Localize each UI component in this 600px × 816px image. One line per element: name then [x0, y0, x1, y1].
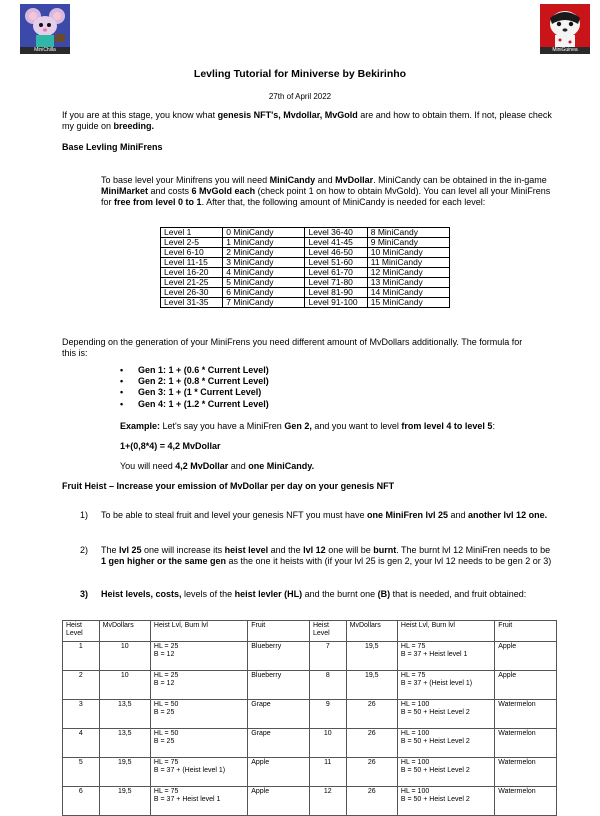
table-cell: 4 — [63, 729, 100, 758]
table-cell: 4 MiniCandy — [223, 268, 305, 278]
table-cell: 6 MiniCandy — [223, 288, 305, 298]
example-t2: and you want to level — [311, 421, 402, 431]
column-header: Fruit — [495, 621, 557, 642]
example-t3: : — [492, 421, 495, 431]
heist-levels-table — [62, 620, 557, 816]
gen-formula-item: • Gen 1: 1 + (0.6 * Current Level) — [120, 365, 269, 376]
table-row — [161, 268, 450, 278]
base-b4: 6 MvGold each — [191, 186, 256, 196]
table-cell: 12 — [309, 787, 346, 816]
table-cell: 19,5 — [99, 758, 150, 787]
point-2 — [101, 545, 557, 567]
table-cell: Level 21-25 — [161, 278, 223, 288]
table-cell: Level 16-20 — [161, 268, 223, 278]
miniguinea-logo — [540, 4, 590, 54]
table-cell: 2 — [63, 671, 100, 700]
table-row — [161, 278, 450, 288]
table-cell: 10 MiniCandy — [367, 248, 449, 258]
p2-b5: 1 gen higher or the same gen — [101, 556, 227, 566]
table-cell: 8 MiniCandy — [367, 228, 449, 238]
example-b3: from level 4 to level 5 — [401, 421, 493, 431]
table-cell: 5 MiniCandy — [223, 278, 305, 288]
p2-b2: heist level — [224, 545, 269, 555]
table-row — [63, 700, 557, 729]
table-cell: 26 — [346, 758, 397, 787]
table-cell: HL = 100 B = 50 + Heist Level 2 — [397, 787, 494, 816]
table-row — [161, 238, 450, 248]
table-row — [161, 228, 450, 238]
p1-t2: and — [448, 510, 469, 520]
table-cell: HL = 25 B = 12 — [150, 671, 247, 700]
p3-t3: that is needed, and fruit obtained: — [390, 589, 527, 599]
table-cell: 12 MiniCandy — [367, 268, 449, 278]
table-cell: Grape — [248, 700, 310, 729]
date: 27th of April 2022 — [268, 92, 332, 101]
p2-t4: one will be — [325, 545, 374, 555]
base-b3: MiniMarket — [101, 186, 149, 196]
table-cell: Level 1 — [161, 228, 223, 238]
minichilla-mouse-icon — [20, 4, 70, 47]
base-t5: (check point 1 on how to obtain MvGold). You can level all your MiniFrens for — [101, 186, 551, 207]
intro-text-2: are and how to obtain them. If not, please check my guide on — [62, 110, 552, 131]
table-cell: Watermelon — [495, 787, 557, 816]
p3-b1: Heist levels, costs, — [101, 589, 182, 599]
table-cell: HL = 75 B = 37 + (Heist level 1) — [397, 671, 494, 700]
table-cell: Level 61-70 — [305, 268, 367, 278]
p1-b2: another lvl 12 one. — [468, 510, 548, 520]
example-t1: Let's say you have a MiniFren — [160, 421, 285, 431]
table-cell: 3 MiniCandy — [223, 258, 305, 268]
gen-formula-item: • Gen 3: 1 + (1 * Current Level) — [120, 387, 269, 398]
p1-t1: To be able to steal fruit and level your genesis NFT you must have — [101, 510, 367, 520]
right-logo-caption: MiniGuinea — [540, 47, 590, 54]
minicandy-level-table — [160, 227, 450, 308]
table-cell: HL = 100 B = 50 + Heist Level 2 — [397, 700, 494, 729]
table-cell: 9 MiniCandy — [367, 238, 449, 248]
section1-heading: Base Levling MiniFrens — [62, 142, 163, 152]
table-cell: HL = 100 B = 50 + Heist Level 2 — [397, 729, 494, 758]
table-cell: Grape — [248, 729, 310, 758]
example-paragraph — [120, 421, 560, 432]
p3-b3: (B) — [377, 589, 391, 599]
table-row — [161, 258, 450, 268]
table-cell: Level 6-10 — [161, 248, 223, 258]
p1-b1: one MiniFren lvl 25 — [366, 510, 449, 520]
base-t6: . After that, the following amount of MiniCandy is needed for each level: — [201, 197, 486, 207]
p2-b3: lvl 12 — [303, 545, 326, 555]
table-cell: 10 — [99, 671, 150, 700]
table-row — [63, 729, 557, 758]
table-header-row — [63, 621, 557, 642]
example-b1: Example: — [120, 421, 161, 431]
table-cell: 13,5 — [99, 729, 150, 758]
table-cell: Level 91-100 — [305, 298, 367, 308]
p2-t6: as the one it heists with (if your lvl 25 is gen 2, your lvl 12 needs to be gen 2 or 3) — [226, 556, 552, 566]
p2-t3: and the — [268, 545, 304, 555]
table-cell: HL = 75 B = 37 + Heist level 1 — [150, 787, 247, 816]
gen-formula-item: • Gen 2: 1 + (0.8 * Current Level) — [120, 376, 269, 387]
p3-t1: levels of the — [181, 589, 235, 599]
result-b1: 4,2 MvDollar — [175, 461, 229, 471]
gen-formula-list — [120, 365, 269, 410]
table-row — [63, 787, 557, 816]
p2-t1: The — [101, 545, 120, 555]
result-t2: and — [228, 461, 249, 471]
table-cell: 14 MiniCandy — [367, 288, 449, 298]
table-cell: Level 11-15 — [161, 258, 223, 268]
table-cell: Apple — [495, 642, 557, 671]
table-cell: 2 MiniCandy — [223, 248, 305, 258]
table-cell: 9 — [309, 700, 346, 729]
table-cell: 11 — [309, 758, 346, 787]
table-cell: 11 MiniCandy — [367, 258, 449, 268]
base-b2: MvDollar — [335, 175, 374, 185]
table-row — [161, 288, 450, 298]
table-cell: 10 — [309, 729, 346, 758]
table-cell: 8 — [309, 671, 346, 700]
p3-t2: and the burnt one — [302, 589, 378, 599]
base-paragraph — [101, 175, 557, 208]
base-b5: free from level 0 to 1 — [114, 197, 202, 207]
table-cell: Watermelon — [495, 700, 557, 729]
table-cell: Level 51-60 — [305, 258, 367, 268]
table-cell: 7 MiniCandy — [223, 298, 305, 308]
p3-b2: heist levler (HL) — [234, 589, 303, 599]
table-cell: 19,5 — [99, 787, 150, 816]
point-3 — [101, 589, 557, 600]
p2-b4: burnt — [373, 545, 397, 555]
table-cell: HL = 75 B = 37 + (Heist level 1) — [150, 758, 247, 787]
table-cell: HL = 50 B = 25 — [150, 700, 247, 729]
table-cell: Apple — [248, 758, 310, 787]
table-cell: 10 — [99, 642, 150, 671]
table-row — [63, 758, 557, 787]
p2-t5: . The burnt lvl 12 MiniFren needs to be — [396, 545, 551, 555]
base-t1: To base level your Minifrens you will need — [101, 175, 270, 185]
section2-heading: Fruit Heist – Increase your emission of MvDollar per day on your genesis NFT — [62, 481, 395, 491]
table-cell: Level 36-40 — [305, 228, 367, 238]
point-2-number: 2) — [80, 545, 89, 555]
table-cell: Level 2-5 — [161, 238, 223, 248]
table-cell: 26 — [346, 700, 397, 729]
table-cell: Blueberry — [248, 671, 310, 700]
example-b2: Gen 2, — [284, 421, 312, 431]
result-paragraph — [120, 461, 314, 472]
table-cell: 3 — [63, 700, 100, 729]
table-cell: Apple — [495, 671, 557, 700]
table-row — [63, 642, 557, 671]
column-header: Heist Lvl, Burn lvl — [397, 621, 494, 642]
base-t3: . MiniCandy can be obtained in the in-game — [373, 175, 547, 185]
gen-paragraph: Depending on the generation of your MiniFrens you need different amount of MvDollars additionally. The formula for this is: — [62, 337, 523, 358]
column-header: Heist Level — [63, 621, 100, 642]
table-cell: HL = 100 B = 50 + Heist Level 2 — [397, 758, 494, 787]
base-t2: and — [315, 175, 336, 185]
table-row — [161, 248, 450, 258]
table-cell: Watermelon — [495, 758, 557, 787]
intro-text-1: If you are at this stage, you know what — [62, 110, 218, 120]
table-cell: HL = 25 B = 12 — [150, 642, 247, 671]
intro-paragraph — [62, 110, 557, 132]
base-b1: MiniCandy — [269, 175, 316, 185]
intro-bold-2: breeding. — [113, 121, 155, 131]
table-cell: 13,5 — [99, 700, 150, 729]
column-header: MvDollars — [99, 621, 150, 642]
p2-t2: one will increase its — [141, 545, 225, 555]
table-cell: 1 MiniCandy — [223, 238, 305, 248]
page-title: Levling Tutorial for Miniverse by Bekirinho — [193, 68, 407, 80]
table-cell: 0 MiniCandy — [223, 228, 305, 238]
table-cell: 19,5 — [346, 671, 397, 700]
table-cell: Level 71-80 — [305, 278, 367, 288]
table-cell: 19,5 — [346, 642, 397, 671]
table-cell: HL = 50 B = 25 — [150, 729, 247, 758]
table-cell: 7 — [309, 642, 346, 671]
minichilla-logo — [20, 4, 70, 54]
table-cell: Watermelon — [495, 729, 557, 758]
table-cell: 15 MiniCandy — [367, 298, 449, 308]
point-1 — [101, 510, 557, 521]
table-cell: 26 — [346, 787, 397, 816]
base-t4: and costs — [148, 186, 192, 196]
table-cell: Level 41-45 — [305, 238, 367, 248]
point-1-number: 1) — [80, 510, 89, 520]
table-cell: Blueberry — [248, 642, 310, 671]
table-cell: HL = 75 B = 37 + Heist level 1 — [397, 642, 494, 671]
table-cell: Level 46-50 — [305, 248, 367, 258]
gen-formula-item: • Gen 4: 1 + (1.2 * Current Level) — [120, 399, 269, 410]
table-row — [161, 298, 450, 308]
column-header: Heist Lvl, Burn lvl — [150, 621, 247, 642]
table-row — [63, 671, 557, 700]
table-cell: 26 — [346, 729, 397, 758]
formula: 1+(0,8*4) = 4,2 MvDollar — [120, 441, 221, 451]
p2-b1: lvl 25 — [119, 545, 142, 555]
column-header: MvDollars — [346, 621, 397, 642]
result-b2: one MiniCandy. — [248, 461, 315, 471]
table-cell: Apple — [248, 787, 310, 816]
intro-bold-1: genesis NFT's, Mvdollar, MvGold — [217, 110, 358, 120]
column-header: Fruit — [248, 621, 310, 642]
table-cell: 1 — [63, 642, 100, 671]
table-cell: 6 — [63, 787, 100, 816]
table-cell: Level 81-90 — [305, 288, 367, 298]
point-3-number: 3) — [80, 589, 89, 599]
table-cell: Level 31-35 — [161, 298, 223, 308]
result-t1: You will need — [120, 461, 176, 471]
table-cell: Level 26-30 — [161, 288, 223, 298]
left-logo-caption: MiniChilla — [20, 47, 70, 54]
table-cell: 13 MiniCandy — [367, 278, 449, 288]
table-cell: 5 — [63, 758, 100, 787]
miniguinea-pig-icon — [540, 4, 590, 47]
column-header: Heist Level — [309, 621, 346, 642]
